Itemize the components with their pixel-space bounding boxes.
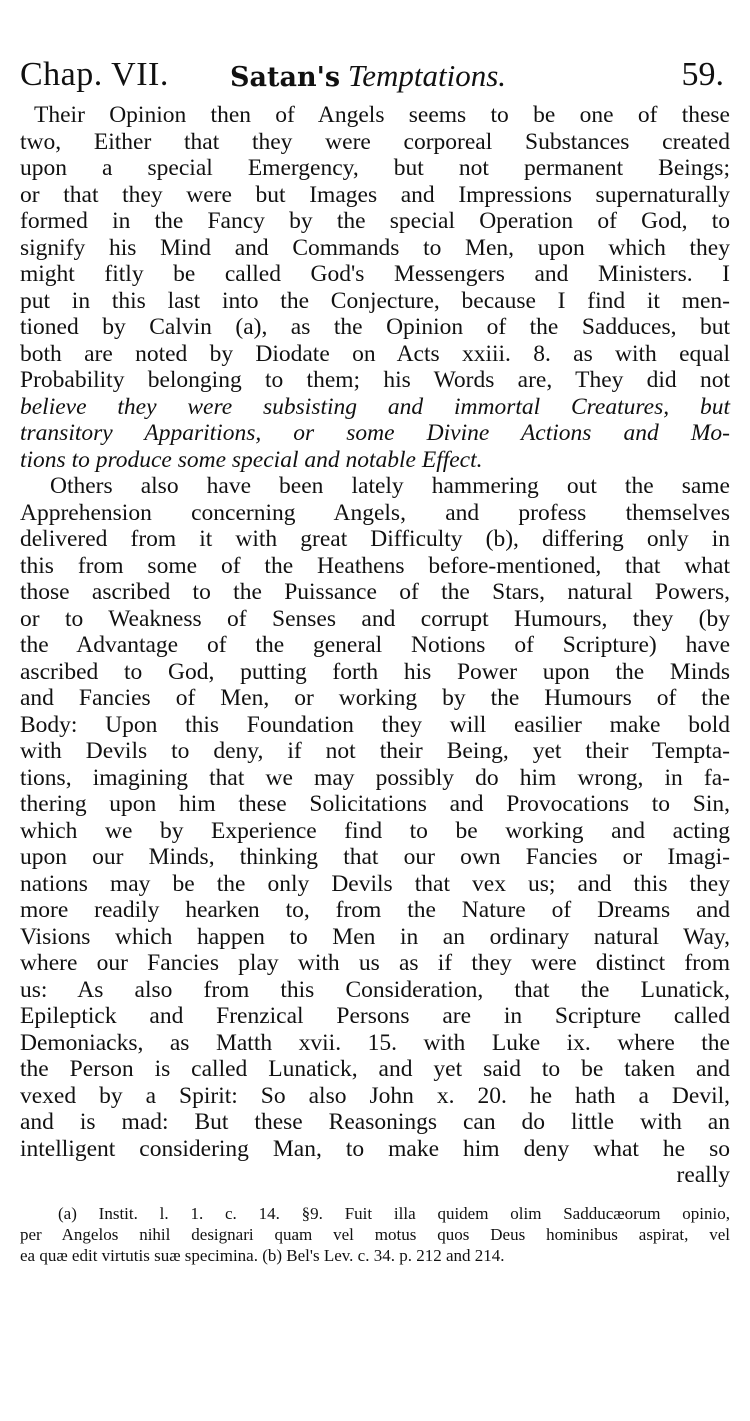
running-title-italic: Temptations. bbox=[347, 58, 507, 93]
text-line: Epileptick and Frenzical Persons are in Scripture called bbox=[20, 1003, 730, 1029]
text-line: Probability belonging to them; his Words are, They did not bbox=[20, 367, 730, 393]
text-line: those ascribed to the Puissance of the Stars, natural Powers, bbox=[20, 579, 730, 605]
text-line: nations may be the only Devils that vex us; and this they bbox=[20, 870, 730, 897]
footnote-line: (a) Instit. l. 1. c. 14. §9. Fuit illa quidem olim Sadducæorum opinio, bbox=[58, 1203, 730, 1223]
footnotes bbox=[20, 1203, 730, 1266]
text-line: believe they were subsisting and immortal Creatures, but bbox=[20, 393, 730, 420]
text-line: signify his Mind and Commands to Men, upon which they bbox=[20, 234, 730, 261]
text-line: Others also have been lately hammering out the same bbox=[50, 473, 730, 499]
running-header bbox=[20, 56, 730, 102]
text-line: Their Opinion then of Angels seems to be one of these bbox=[34, 102, 730, 128]
running-title bbox=[230, 58, 506, 94]
footnote-line: ea quæ edit virtutis suæ specimina. (b) Bel's Lev. c. 34. p. 212 and 214. bbox=[20, 1245, 505, 1265]
text-line: thering upon him these Solicitations and Provocations to Sin, bbox=[20, 791, 730, 817]
text-line: ascribed to God, putting forth his Power upon the Minds bbox=[20, 658, 730, 685]
text-line: put in this last into the Conjecture, because I find it men- bbox=[20, 287, 730, 314]
text-line: upon our Minds, thinking that our own Fancies or Imagi- bbox=[20, 844, 730, 870]
text-line: Body: Upon this Foundation they will easilier make bold bbox=[20, 711, 730, 738]
text-line: or that they were but Images and Impressions supernaturally bbox=[20, 181, 730, 208]
text-line: both are noted by Diodate on Acts xxiii. 8. as with equal bbox=[20, 340, 730, 367]
text-line: delivered from it with great Difficulty (b), differing only in bbox=[20, 526, 730, 552]
text-line: more readily hearken to, from the Nature of Dreams and bbox=[20, 897, 730, 923]
text-line: two, Either that they were corporeal Substances created bbox=[20, 128, 730, 155]
text-line: tions, imagining that we may possibly do him wrong, in fa- bbox=[20, 764, 730, 791]
footnote-line: per Angelos nihil designari quam vel motus quos Deus hominibus aspirat, vel bbox=[20, 1224, 730, 1244]
text-line: and is mad: But these Reasonings can do little with an bbox=[20, 1109, 730, 1135]
text-line: upon a special Emergency, but not permanent Beings; bbox=[20, 155, 730, 181]
text-line: vexed by a Spirit: So also John x. 20. he hath a Devil, bbox=[20, 1082, 730, 1109]
text-line: tioned by Calvin (a), as the Opinion of the Sadduces, but bbox=[20, 314, 730, 340]
text-line: the Person is called Lunatick, and yet said to be taken and bbox=[20, 1056, 730, 1082]
main-text bbox=[20, 102, 730, 1189]
text-line: Apprehension concerning Angels, and profess themselves bbox=[20, 499, 730, 526]
page-number: 59. bbox=[681, 56, 724, 93]
text-line: intelligent considering Man, to make him deny what he so bbox=[20, 1135, 730, 1162]
text-line: and Fancies of Men, or working by the Humours of the bbox=[20, 685, 730, 711]
text-line: might fitly be called God's Messengers and Ministers. I bbox=[20, 261, 730, 287]
text-line: Visions which happen to Men in an ordinary natural Way, bbox=[20, 923, 730, 950]
text-line: formed in the Fancy by the special Operation of God, to bbox=[20, 208, 730, 234]
text-line: tions to produce some special and notable Effect. bbox=[20, 446, 483, 473]
text-line: this from some of the Heathens before-mentioned, that what bbox=[20, 552, 730, 579]
text-line: with Devils to deny, if not their Being, yet their Tempta- bbox=[20, 738, 730, 764]
text-line: us: As also from this Consideration, that the Lunatick, bbox=[20, 976, 730, 1003]
catchword: really bbox=[676, 1162, 730, 1188]
text-line: the Advantage of the general Notions of Scripture) have bbox=[20, 632, 730, 658]
chapter-heading: Chap. VII. bbox=[20, 56, 169, 93]
text-line: which we by Experience find to be working and acting bbox=[20, 817, 730, 844]
running-title-blackletter: Satan's bbox=[230, 62, 341, 93]
text-line: or to Weakness of Senses and corrupt Humours, they (by bbox=[20, 605, 730, 632]
text-line: Demoniacks, as Matth xvii. 15. with Luke ix. where the bbox=[20, 1029, 730, 1056]
text-line: where our Fancies play with us as if they were distinct from bbox=[20, 950, 730, 976]
text-line: transitory Apparitions, or some Divine Actions and Mo- bbox=[20, 420, 730, 446]
